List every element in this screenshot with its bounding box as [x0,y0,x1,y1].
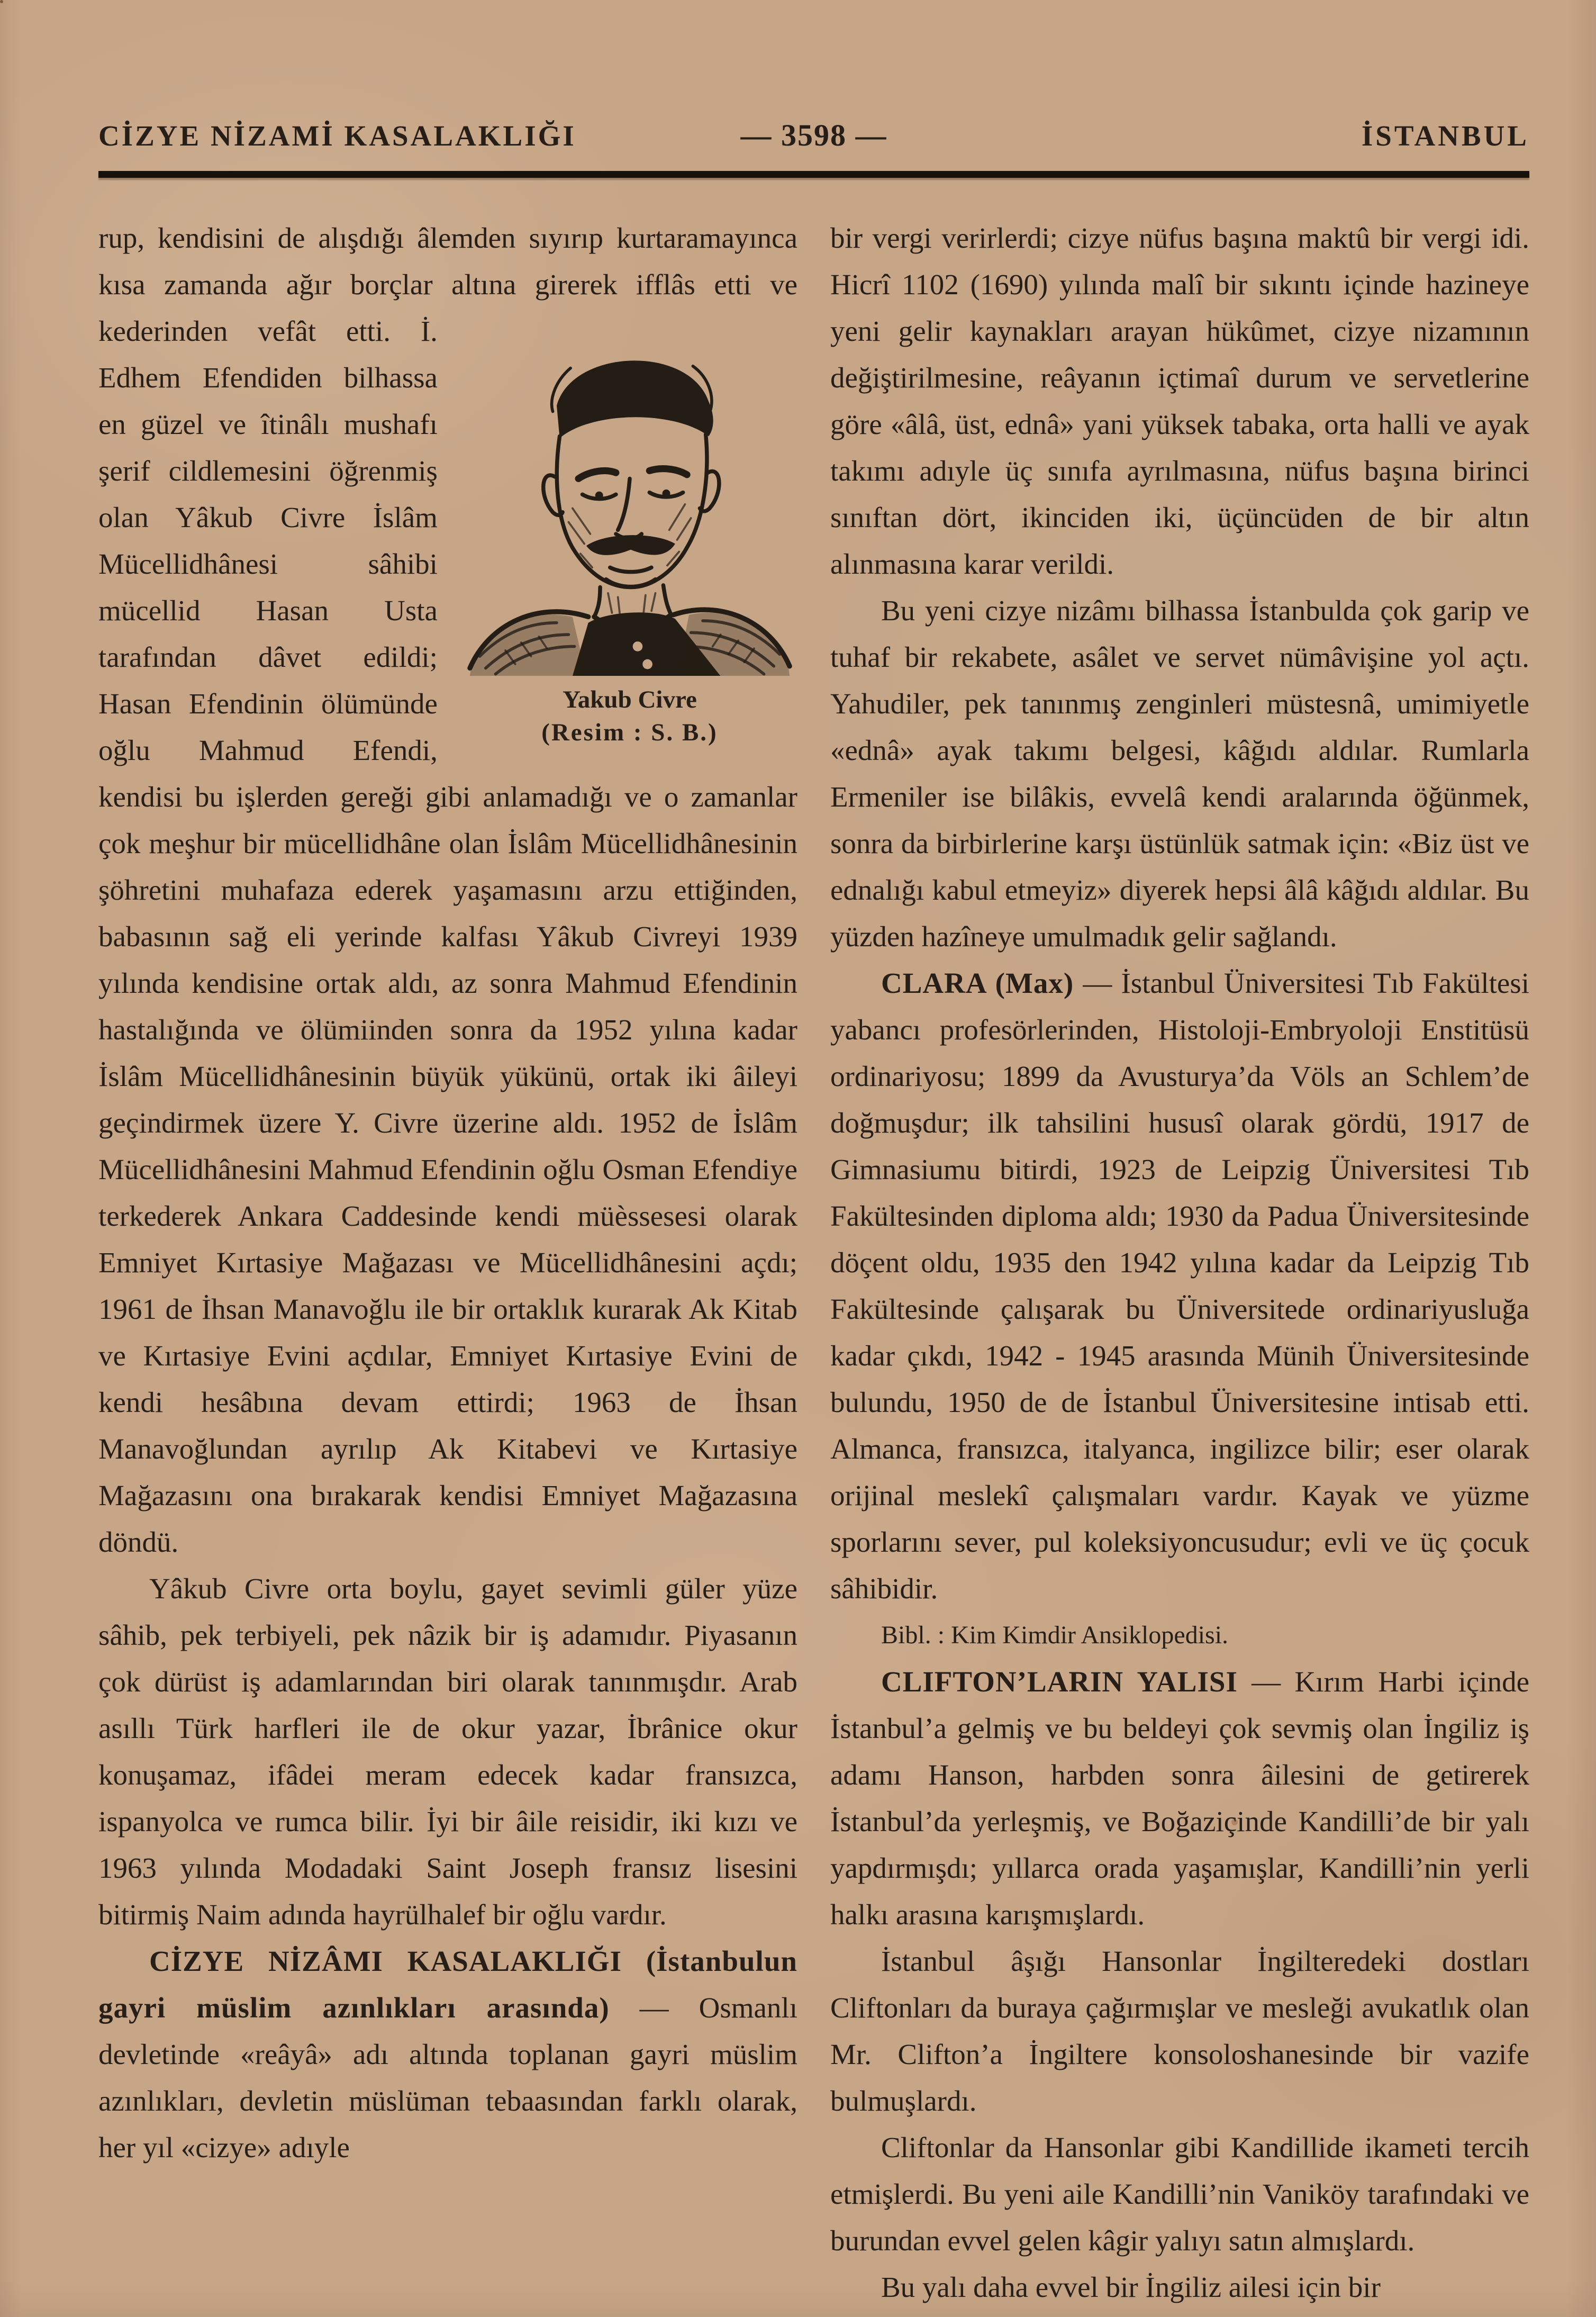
paragraph-continuation [830,215,1529,587]
right-column [830,215,1529,2311]
entry-clara [830,960,1529,1612]
entry-cizye-nizami [98,1938,797,2171]
paragraph [98,1565,797,1938]
entry-text: — Kırım Harbi içinde İstanbul’a gelmiş ve bu beldeyi çok sevmiş olan İngiliz iş adamı Hanson, harbden sonra âilesini de getirerek İstanbul’da yerleşmiş, ve Boğaziçinde Kandilli’de bir yalı yapdırmışdı; yıllarca orada yaşamışlar, Kandilli’nin yerli halkı arasına karışmışlardı. [830,1666,1529,1931]
paragraph-text: rup, kendisini de alışdığı âlemden sıyırıp kurtaramayınca kısa zamanda ağır borçlar altına girerek ifflâs etti ve kederinden vefât etti. [98,222,797,347]
entry-heading: CİZYE NİZÂMI KASALAKLIĞI (İstanbulun gayri müslim azınlıkları arasında) [98,1945,797,2024]
page-number: — 3598 — [740,118,887,152]
entry-text: — Osmanlı devletinde «reâyâ» adı altında toplanan gayri müslim azınlıkları, devletin müslüman tebaasından farklı olarak, her yıl «cizye» adıyle [98,1992,797,2164]
entry-heading: CLARA (Max) [881,967,1074,999]
yakub-civre-portrait-illustration [462,321,797,676]
two-column-text [98,215,1529,2311]
figure-caption-credit: (Resim : S. B.) [541,719,718,747]
paragraph-text: Bu yalı daha evvel bir İngiliz ailesi için bir [881,2271,1381,2303]
entry-heading: CLIFTON’LARIN YALISI [881,1666,1238,1698]
paragraph [830,587,1529,960]
paragraph-text: İ. Edhem Efendiden bilhassa en güzel ve îtinâlı mushafı şerif cildlemesini öğrenmiş olan Yâkub Civre İslâm Mücellidhânesi sâhibi mücellid Hasan Usta tarafından dâvet edildi; Hasan Efendinin ölümünde oğlu Mahmud Efendi, kendisi bu işlerden gereği gibi anlamadığı ve o zamanlar çok meşhur bir mücellidhâne olan İslâm Mücellidhânesinin şöhretini muhafaza ederek yaşamasını arzu ettiğinden, babasının sağ eli yerinde kalfası Yâkub Civreyi 1939 yılında kendisine ortak aldı, az sonra Mahmud Efendinin hastalığında ve ölümiinden sonra da 1952 yılına kadar İslâm Mücellidhânesinin büyük yükünü, ortak iki âileyi geçindirmek üzere Y. Civre üzerine aldı. 1952 de İslâm Mücellidhânesini Mahmud Efendinin oğlu Osman Efendiye terkederek Ankara Caddesinde kendi müèssesesi olarak Emniyet Kırtasiye Mağazası ve Mücellidhânesini açdı; 1961 de İhsan Manavoğlu ile bir ortaklık kurarak Ak Kitab ve Kırtasiye Evini açdılar, Emniyet Kırtasiye Evini de kendi hesâbına devam ettirdi; 1963 de İhsan Manavoğlundan ayrılıp Ak Kitabevi ve Kırtasiye Mağazasını ona bırakarak kendisi Emniyet Mağazasına döndü. [98,315,797,1558]
bibliography-note [830,1612,1529,1659]
header-rule [98,171,1529,178]
paragraph-text: Cliftonlar da Hansonlar gibi Kandillide ikameti tercih etmişlerdi. Bu yeni aile Kandilli’nin Vaniköy tarafındaki ve burundan evvel gelen kâgir yalıyı satın almışlardı. [830,2131,1529,2257]
paper-speck-layer [0,0,3,3]
paragraph-text: Bu yeni cizye nizâmı bilhassa İstanbulda çok garip ve tuhaf bir rekabete, asâlet ve servet nümâvişine yol açtı. Yahudiler, pek tanınmış zenginleri müstesnâ, umimiyetle «ednâ» ayak takımı belgesi, kâğıdı aldılar. Rumlarla Ermeniler ise bilâkis, evvelâ kendi aralarında öğünmek, sonra da birbirlerine karşı üstünlük satmak için: «Biz üst ve ednalığı kabul etmeyiz» diyerek hepsi âlâ kâğıdı aldılar. Bu yüzden hazîneye umulmadık gelir sağlandı. [830,594,1529,953]
left-column [98,215,797,2311]
bibliography-text: Bibl. : Kim Kimdir Ansiklopedisi. [881,1621,1229,1649]
paragraph-text: İstanbul âşığı Hansonlar İngilteredeki dostları Cliftonları da buraya çağırmışlar ve mesleği avukatlık olan Mr. Clifton’a İngiltere konsoloshanesinde bir vazife bulmuşlardı. [830,1945,1529,2117]
volume-title: İSTANBUL [1361,120,1529,152]
page-header [98,117,1529,153]
paragraph [830,2124,1529,2264]
running-title: CİZYE NİZAMİ KASALAKLIĞI [98,120,576,152]
figure-caption-name: Yakub Civre [563,686,697,714]
page-content [98,117,1529,2311]
paragraph [830,2264,1529,2311]
paragraph-continuation [98,215,797,1565]
paragraph-text: Yâkub Civre orta boylu, gayet sevimli güler yüze sâhib, pek terbiyeli, pek nâzik bir iş adamıdır. Piyasanın çok dürüst iş adamlarından biri olarak tanınmışdır. Arab asıllı Türk harfleri ile de okur yazar, İbrânice okur konuşamaz, ifâdei meram edecek kadar fransızca, ispanyolca ve rumca bilir. İyi bir âile reisidir, iki kızı ve 1963 yılında Modadaki Saint Joseph fransız lisesini bitirmiş Naim adında hayrülhalef bir oğlu vardır. [98,1572,797,1931]
entry-cliftonlarin-yalisi [830,1659,1529,1938]
portrait-figure [462,321,797,749]
entry-text: — İstanbul Üniversitesi Tıb Fakültesi yabancı profesörlerinden, Histoloji-Embryoloji Enstitüsü ordinariyosu; 1899 da Avusturya’da Völs an Schlem’de doğmuşdur; ilk tahsilini hususî olarak gördü, 1917 de Gimnasiumu bitirdi, 1923 de Leipzig Üniversitesi Tıb Fakültesinden diploma aldı; 1930 da Padua Üniversitesinde döçent oldu, 1935 den 1942 yılına kadar da Leipzig Tıb Fakültesinde çalışarak bu Üniversitede ordinariyusluğa kadar çıkdı, 1942 - 1945 arasında Münih Üniversitesinde bulundu, 1950 de de İstanbul Üniversitesine intisab etti. Almanca, fransızca, italyanca, ingilizce bilir; eser olarak orijinal meslekî çalışmaları vardır. Kayak ve yüzme sporlarını sever, pul koleksiyoncusudur; evli ve üç çocuk sâhibidir. [830,967,1529,1605]
paragraph [830,1938,1529,2124]
paragraph-text: bir vergi verirlerdi; cizye nüfus başına maktû bir vergi idi. Hicrî 1102 (1690) yılında malî bir sıkıntı içinde hazineye yeni gelir kaynakları arayan hükûmet, cizye nizamının değiştirilmesine, reâyanın içtimaî durum ve servetlerine göre «âlâ, üst, ednâ» yani yüksek tabaka, orta halli ve ayak takımı adıyle üç sınıfa ayrılmasına, nüfus başına birinci sınıftan dört, ikinciden iki, üçüncüden de bir altın alınmasına karar verildi. [830,222,1529,580]
